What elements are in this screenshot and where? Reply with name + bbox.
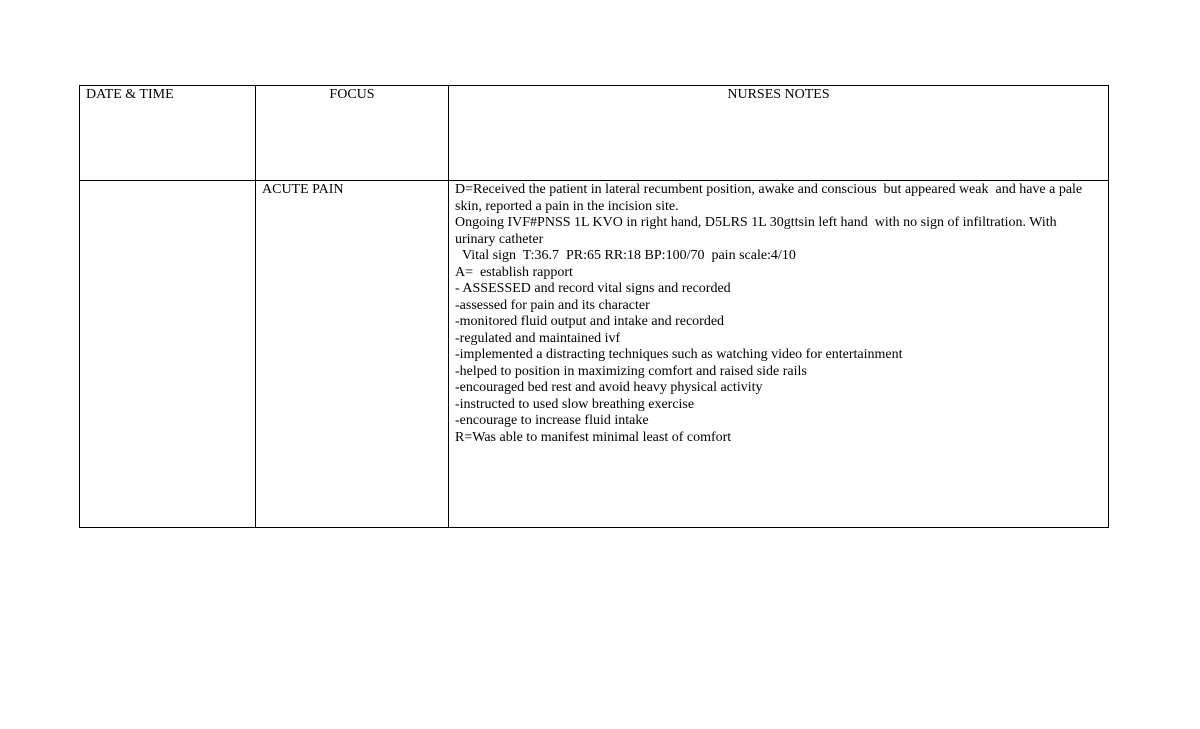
note-line: -implemented a distracting techniques such as watching video for entertainment <box>455 347 903 362</box>
entry-focus: ACUTE PAIN <box>256 181 449 528</box>
note-line: D=Received the patient in lateral recumbent position, awake and conscious but appeared weak and have a pale <box>455 182 1083 197</box>
note-line: A= establish rapport <box>455 264 573 280</box>
note-line: -helped to position in maximizing comfort and raised side rails <box>455 363 807 379</box>
note-line: Ongoing IVF#PNSS 1L KVO in right hand, D5LRS 1L 30gttsin left hand with no sign of infiltration. With <box>455 215 1057 230</box>
note-line: -assessed for pain and its character <box>455 297 650 313</box>
header-nurses-notes: NURSES NOTES <box>449 86 1109 181</box>
nurses-notes-table <box>79 85 1109 528</box>
header-date-time: DATE & TIME <box>80 86 256 181</box>
note-line: - ASSESSED and record vital signs and recorded <box>455 281 731 296</box>
table-header-row <box>80 86 1109 181</box>
note-line: -regulated and maintained ivf <box>455 330 621 346</box>
note-line: -encourage to increase fluid intake <box>455 413 649 428</box>
note-line: -encouraged bed rest and avoid heavy physical activity <box>455 380 763 395</box>
entry-date-time <box>80 181 256 528</box>
note-line: Vital sign T:36.7 PR:65 RR:18 BP:100/70 pain scale:4/10 <box>455 248 796 263</box>
note-line: -instructed to used slow breathing exercise <box>455 396 695 412</box>
note-line: urinary catheter <box>455 231 544 247</box>
note-line: skin, reported a pain in the incision site. <box>455 198 679 214</box>
note-line: R=Was able to manifest minimal least of comfort <box>455 429 732 445</box>
table-row <box>80 181 1109 528</box>
note-line: -monitored fluid output and intake and recorded <box>455 314 725 329</box>
header-focus: FOCUS <box>256 86 449 181</box>
entry-notes <box>449 181 1109 528</box>
